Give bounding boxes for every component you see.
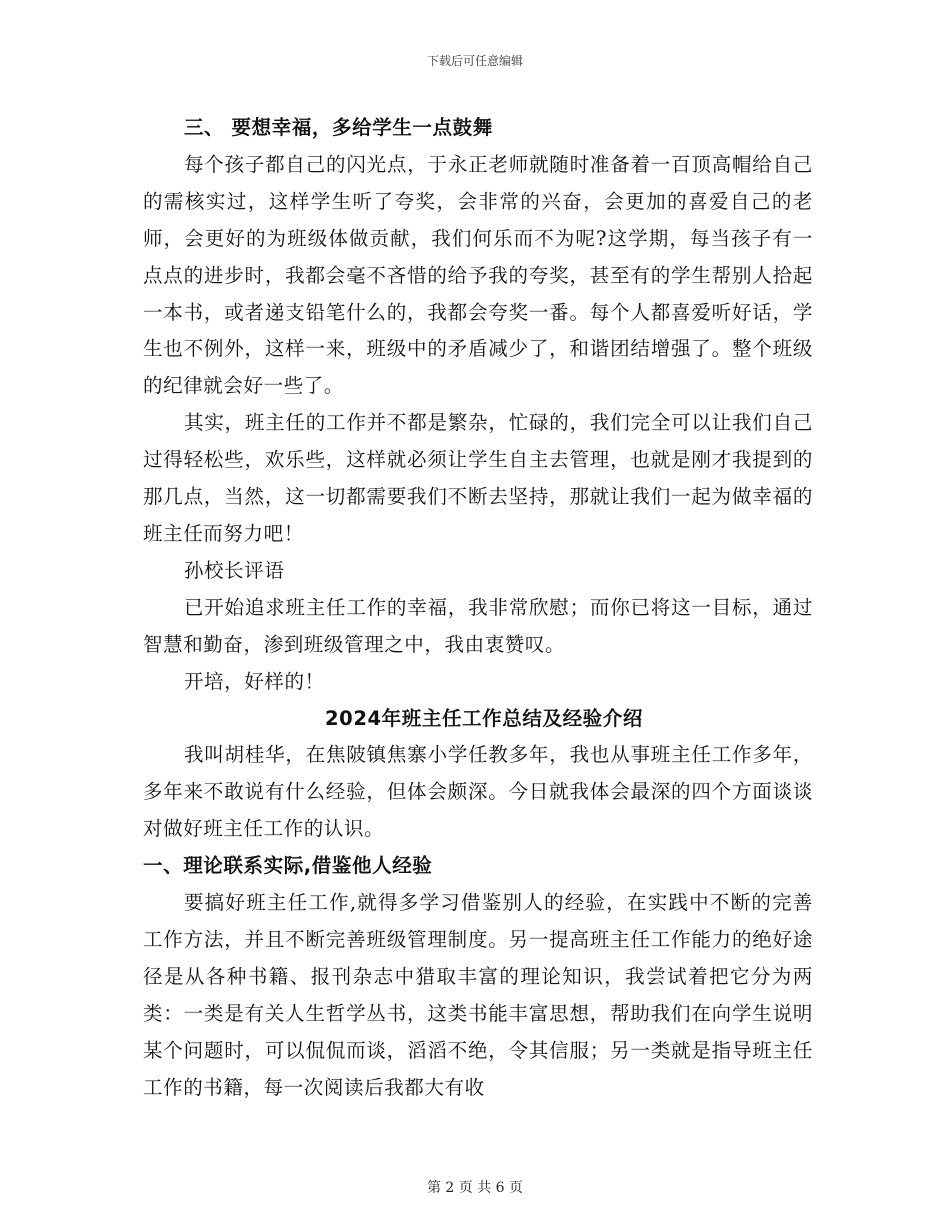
page-number: 第 2 页 共 6 页: [426, 1180, 524, 1196]
article-title: 2024年班主任工作总结及经验介绍: [325, 706, 643, 730]
section-three-heading: 三、 要想幸福，多给学生一点鼓舞: [183, 116, 493, 139]
document-body: [143, 110, 813, 1106]
article-intro: 我叫胡桂华，在焦陂镇焦寨小学任教多年，我也从事班主任工作多年，多年来不敢说有什么经验，但体会颇深。今日就我体会最深的四个方面谈谈对做好班主任工作的认识。: [143, 743, 813, 841]
review-closing: 开培，好样的！: [183, 669, 325, 693]
section-one-heading: 一、理论联系实际,借鉴他人经验: [143, 854, 433, 878]
section-three-paragraph-1: 每个孩子都自己的闪光点，于永正老师就随时准备着一百顶高帽给自己的需核实过，这样学生听了夸奖，会非常的兴奋，会更加的喜爱自己的老师，会更好的为班级体做贡献，我们何乐而不为呢?这学期，每当孩子有一点点的进步时，我都会毫不吝惜的给予我的夸奖，甚至有的学生帮别人拾起一本书，或者递支铅笔什么的，我都会夸奖一番。每个人都喜爱听好话，学生也不例外，这样一来，班级中的矛盾减少了，和谐团结增强了。整个班级的纪律就会好一些了。: [143, 152, 813, 398]
section-one-text: 要搞好班主任工作,就得多学习借鉴别人的经验，在实践中不断的完善工作方法，并且不断完善班级管理制度。另一提高班主任工作能力的绝好途径是从各种书籍、报刊杂志中猎取丰富的理论知识，我尝试着把它分为两类：一类是有关人生哲学丛书，这类书能丰富思想，帮助我们在向学生说明某个问题时，可以侃侃而谈，滔滔不绝，令其信服；另一类就是指导班主任工作的书籍，每一次阅读后我都大有收: [143, 891, 813, 1099]
section-three-paragraph-2: 其实，班主任的工作并不都是繁杂，忙碌的，我们完全可以让我们自己过得轻松些，欢乐些，这样就必须让学生自主去管理，也就是刚才我提到的那几点，当然，这一切都需要我们不断去坚持，那就让我们一起为做幸福的班主任而努力吧！: [143, 411, 813, 545]
review-text: 已开始追求班主任工作的幸福，我非常欣慰；而你已将这一目标，通过智慧和勤奋，渗到班级管理之中，我由衷赞叹。: [143, 595, 813, 656]
page-header: 下载后可任意编辑: [426, 54, 523, 68]
review-label: 孙校长评语: [183, 558, 285, 582]
